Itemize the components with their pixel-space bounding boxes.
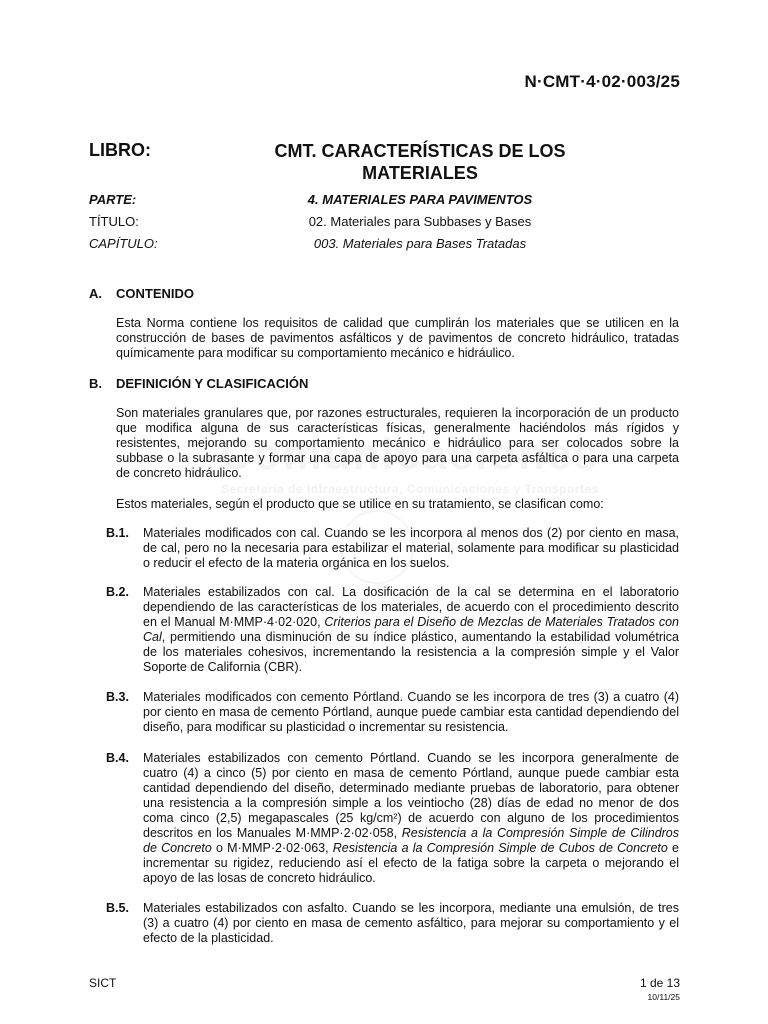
titulo-label: TÍTULO:	[89, 214, 139, 229]
section-a-title: CONTENIDO	[116, 286, 194, 301]
footer-agency: SICT	[89, 976, 117, 990]
section-b-paragraph-1: Son materiales granulares que, por razones estructurales, requieren la incorporación de un producto que modifica alguna de sus características físicas, generalmente haciéndolos más rígidos y resistentes, mejorando su comportamiento mecánico e hidráulico para ser colocados sobre la subbase o la subrasante y formar una capa de apoyo para una carpeta asfáltica o para una carpeta de concreto hidráulico.	[116, 406, 679, 480]
section-b-title: DEFINICIÓN Y CLASIFICACIÓN	[116, 376, 309, 391]
parte-value: 4. MATERIALES PARA PAVIMENTOS	[307, 192, 533, 207]
item-b5-label: B.5.	[106, 901, 129, 915]
item-b2-text-b: , permitiendo una disminución de su índice plástico, aumentando la estabilidad volumétrica de los materiales cohesivos, incrementando la resistencia a la compresión simple y el Valor Soporte de California (CBR).	[143, 630, 679, 674]
libro-label: LIBRO:	[89, 140, 151, 160]
section-a-letter: A.	[89, 286, 102, 301]
document-code: N·CMT·4·02·003/25	[524, 72, 680, 91]
item-b4-text-b: o M·MMP·2·02·063,	[211, 841, 333, 855]
item-b2-text	[143, 585, 679, 675]
item-b1-text: Materiales modificados con cal. Cuando se les incorpora al menos dos (2) por ciento en masa, de cal, pero no la necesaria para estabilizar el material, solamente para modificar su plasticidad o reducir el efecto de la materia orgánica en los suelos.	[143, 526, 679, 570]
section-a-text: Esta Norma contiene los requisitos de calidad que cumplirán los materiales que se utilicen en la construcción de bases de pavimentos asfálticos y de pavimentos de concreto hidráulico, tratadas químicamente para modificar su comportamiento mecánico e hidráulico.	[116, 316, 679, 360]
item-b3-label: B.3.	[106, 690, 129, 704]
item-b2-reference: Criterios para el Diseño de Mezclas de Materiales Tratados con Cal	[143, 615, 680, 644]
item-b4-label: B.4.	[106, 751, 129, 765]
section-b-paragraph-2: Estos materiales, según el producto que se utilice en su tratamiento, se clasifican como:	[116, 497, 604, 511]
watermark-subtext: Secretaría de Infraestructura, Comunicaciones y Transportes	[221, 482, 599, 496]
item-b4-text	[143, 751, 679, 886]
item-b4-text-c: e incrementar su rigidez, reduciendo así el efecto de la fatiga sobre la carpeta o mejorando el apoyo de las losas de concreto hidráulico.	[143, 841, 679, 885]
item-b1-label: B.1.	[106, 526, 129, 540]
parte-label: PARTE:	[89, 192, 137, 207]
item-b4-text-a: Materiales estabilizados con cemento Pórtland. Cuando se les incorpora generalmente de cuatro (4) a cinco (5) por ciento en masa de cemento Pórtland, aunque puede cambiar esta cantidad dependiendo del diseño, determinado mediante pruebas de laboratorio, para obtener una resistencia a la compresión simple a los veintiocho (28) días de edad no menor de dos coma cinco (2,5) megapascales (25 kg/cm²) de acuerdo con alguno de los procedimientos descritos en los Manuales M·MMP·2·02·058,	[143, 751, 679, 840]
libro-title: CMT. CARACTERÍSTICAS DE LOS MATERIALES	[274, 141, 566, 183]
capitulo-label: CAPÍTULO:	[89, 236, 158, 251]
item-b2-label: B.2.	[106, 585, 129, 599]
item-b4-reference-2: Resistencia a la Compresión Simple de Cubos de Concreto	[332, 841, 668, 855]
item-b3-text: Materiales modificados con cemento Pórtland. Cuando se les incorpora de tres (3) a cuatro (4) por ciento en masa de cemento Pórtland, aunque puede cambiar esta cantidad dependiendo del diseño, para modificar su plasticidad o incrementar su resistencia.	[143, 690, 679, 734]
capitulo-value: 003. Materiales para Bases Tratadas	[313, 236, 527, 251]
footer-page-number: 1 de 13	[639, 976, 680, 990]
titulo-value: 02. Materiales para Subbases y Bases	[308, 214, 532, 229]
section-b-letter: B.	[89, 376, 102, 391]
item-b5-text: Materiales estabilizados con asfalto. Cuando se les incorpora, mediante una emulsión, de tres (3) a cuatro (4) por ciento en masa de cemento asfáltico, para mejorar su comportamiento y el efecto de la plasticidad.	[143, 901, 679, 945]
item-b2-text-a: Materiales estabilizados con cal. La dosificación de la cal se determina en el laboratorio dependiendo de las características de los materiales, de acuerdo con el procedimiento descrito en el Manual M·MMP·4·02·020,	[143, 585, 679, 629]
item-b4-reference-1: Resistencia a la Compresión Simple de Cilindros de Concreto	[143, 826, 680, 855]
footer-date: 10/11/25	[647, 992, 680, 1002]
